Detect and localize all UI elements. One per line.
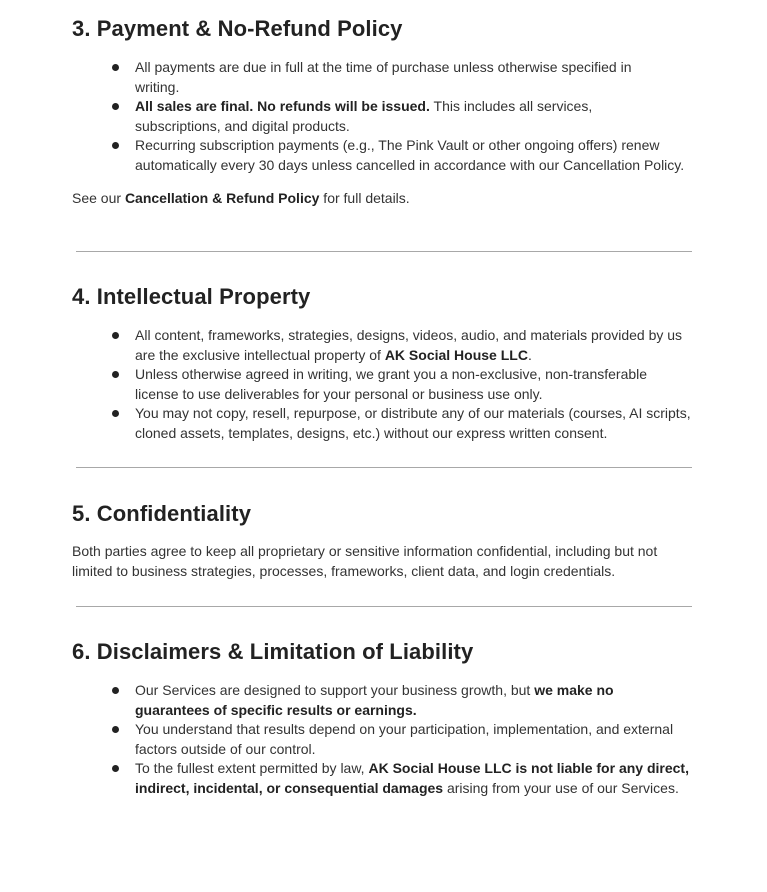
section-title: 3. Payment & No-Refund Policy [72, 16, 403, 41]
list-item: Unless otherwise agreed in writing, we grant you a non-exclusive, non-transferable license to use deliverables for your personal or business use only. [72, 365, 696, 404]
bullet-list [72, 681, 696, 798]
list-item: Recurring subscription payments (e.g., The Pink Vault or other ongoing offers) renew automatically every 30 days unless cancelled in accordance with our Cancellation Policy. [72, 136, 696, 175]
section-note: See our Cancellation & Refund Policy for full details. [72, 190, 410, 206]
section-title: 6. Disclaimers & Limitation of Liability [72, 639, 474, 664]
list-item: To the fullest extent permitted by law, AK Social House LLC is not liable for any direct, indirect, incidental, or consequential damages arising from your use of our Services. [72, 759, 696, 798]
bullet-list [72, 58, 696, 175]
list-item: You understand that results depend on your participation, implementation, and external factors outside of our control. [72, 720, 696, 759]
section-title: 4. Intellectual Property [72, 284, 311, 309]
list-item: Our Services are designed to support your business growth, but we make no guarantees of specific results or earnings. [72, 681, 696, 720]
section-divider [76, 467, 692, 468]
section-paragraph: Both parties agree to keep all proprietary or sensitive information confidential, including but not limited to business strategies, processes, frameworks, client data, and login credentials. [72, 543, 658, 579]
list-item: You may not copy, resell, repurpose, or distribute any of our materials (courses, AI scripts, cloned assets, templates, designs, etc.) without our express written consent. [72, 404, 696, 443]
section-disclaimers [72, 638, 696, 798]
section-divider [76, 251, 692, 252]
section-payment-policy [72, 15, 696, 209]
list-item: All content, frameworks, strategies, designs, videos, audio, and materials provided by us are the exclusive intellectual property of AK Social House LLC. [72, 326, 696, 365]
section-divider [76, 606, 692, 607]
list-item: All sales are final. No refunds will be issued. This includes all services, subscriptions, and digital products. [72, 97, 696, 136]
section-confidentiality [72, 500, 696, 581]
list-item: All payments are due in full at the time of purchase unless otherwise specified in writing. [72, 58, 696, 97]
section-title: 5. Confidentiality [72, 501, 252, 526]
section-intellectual-property [72, 283, 696, 443]
bullet-list [72, 326, 696, 443]
policy-reference: Cancellation & Refund Policy [124, 190, 320, 206]
